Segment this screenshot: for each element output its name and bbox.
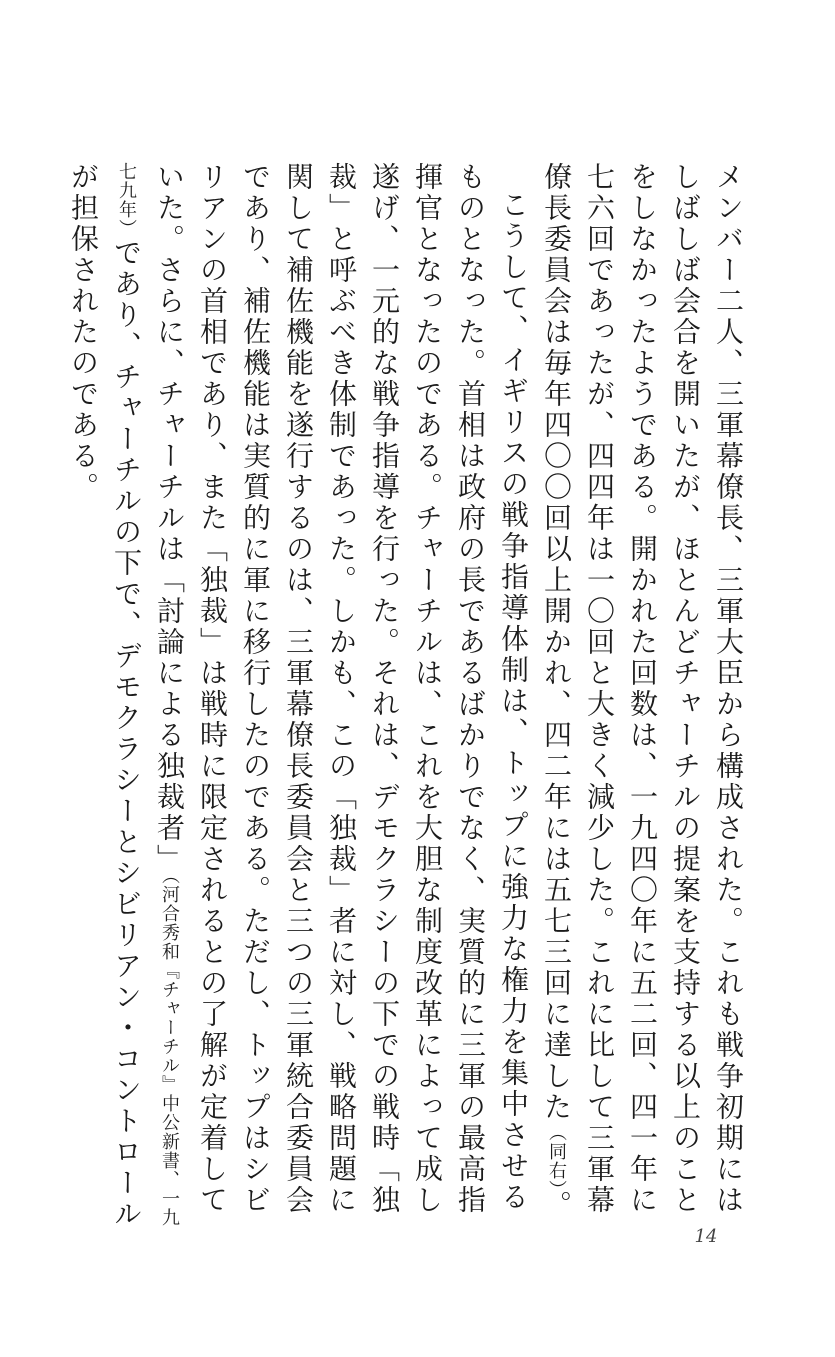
- paragraph-2: [62, 162, 535, 1232]
- paragraph-1-text: メンバー二人、三軍幕僚長、三軍大臣から構成された。これも戦争初期にはしばしば会合を開いたが、ほとんどチャーチルの提案を支持する以上のことをしなかったようである。開かれた回数は、一九四〇年に五二回、四一年に七六回であったが、四四年は一〇回と大きく減少した。これに比して三軍幕僚長委員会は毎年四〇〇回以上開かれ、四二年には五七三回に達した: [540, 162, 745, 1216]
- citation-same-as-above: （同右）: [546, 1123, 567, 1190]
- paragraph-1-end: 。: [540, 1190, 573, 1221]
- paragraph-1: [535, 162, 750, 1232]
- paragraph-2-text: こうして、イギリスの戦争指導体制は、トップに強力な権力を集中させるものとなった。首相は政府の長であるばかりでなく、実質的に三軍の最高指揮官となったのである。チャーチルは、これを大胆な制度改革によって成し遂げ、一元的な戦争指導を行った。それは、デモクラシーの下での戦時「独裁」と呼ぶべき体制であった。しかも、この「独裁」者に対し、戦略問題に関して補佐機能を遂行するのは、三軍幕僚長委員会と三つの三軍統合委員会であり、補佐機能は実質的に軍に移行したのである。ただし、トップはシビリアンの首相であり、また「独裁」は戦時に限定されるとの了解が定着していた。さらに、チャーチルは「討論による独裁者」: [153, 162, 530, 1216]
- vertical-text-body: [67, 162, 750, 1232]
- citation-kawai-churchill: （河合秀和『チャーチル』中公新書、一九七九年）: [116, 162, 180, 1227]
- paragraph-2-end: であり、チャーチルの下で、デモクラシーとシビリアン・コントロールが担保されたのである。: [67, 162, 143, 1230]
- page-number: 14: [694, 1226, 718, 1247]
